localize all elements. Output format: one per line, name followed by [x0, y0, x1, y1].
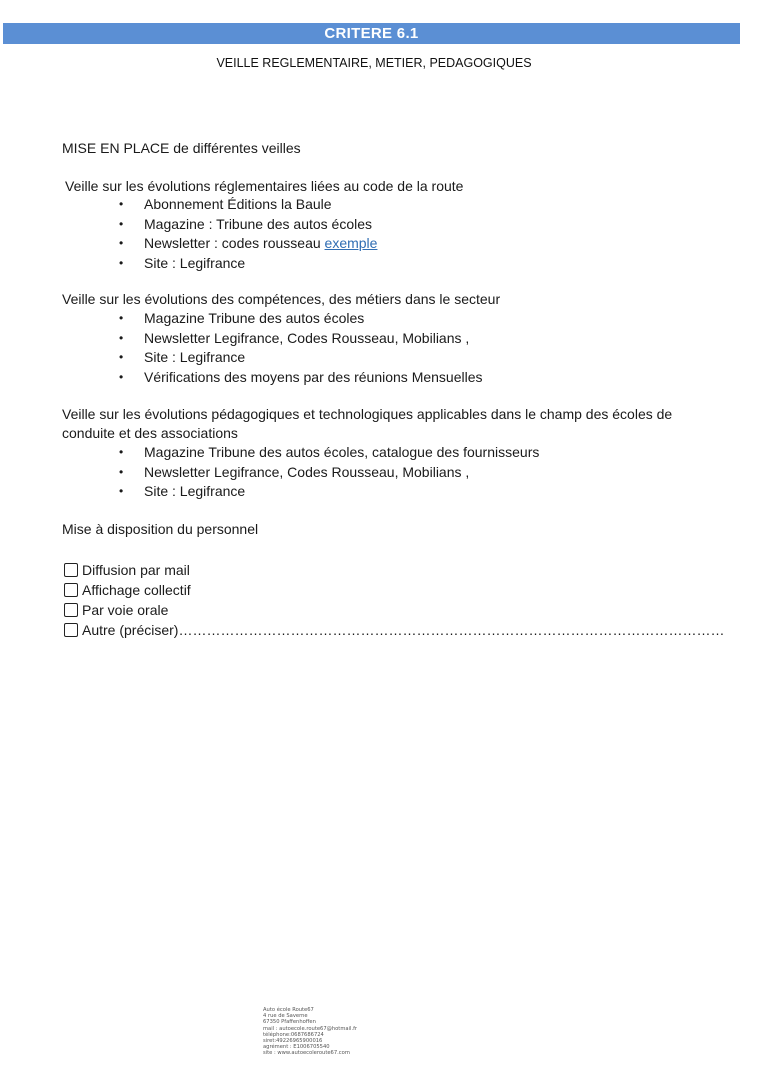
list-item: • Site : Legifrance	[119, 482, 539, 502]
list-item: • Magazine Tribune des autos écoles, catalogue des fournisseurs	[119, 443, 539, 463]
list-item: • Site : Legifrance	[119, 254, 377, 274]
bullet-icon: •	[119, 311, 124, 325]
list-item: • Newsletter Legifrance, Codes Rousseau, Mobilians ,	[119, 463, 539, 483]
footer-company: Auto école Route67	[263, 1007, 314, 1013]
footer-siret: siret:49226965900016	[263, 1038, 323, 1045]
footer-address-block	[263, 1007, 357, 1057]
distribution-options	[64, 560, 724, 640]
bullet-icon: •	[119, 197, 124, 211]
criteria-title: CRITERE 6.1	[324, 25, 419, 42]
footer-agrement: agrément : E1006705540	[263, 1044, 330, 1051]
list-item: • Newsletter Legifrance, Codes Rousseau, Mobilians ,	[119, 329, 483, 349]
checkbox-icon[interactable]	[64, 603, 78, 617]
intro-heading: MISE EN PLACE de différentes veilles	[62, 140, 301, 156]
exemple-link[interactable]: exemple	[324, 235, 378, 251]
bullet-icon: •	[119, 236, 124, 250]
section-1-heading: Veille sur les évolutions réglementaires liées au code de la route	[65, 178, 464, 194]
bullet-icon: •	[119, 350, 124, 364]
footer-city: 67350 Pfaffenhoffen	[263, 1019, 316, 1026]
bullet-icon: •	[119, 216, 124, 231]
checkbox-icon[interactable]	[64, 583, 78, 597]
list-item: • Site : Legifrance	[119, 348, 483, 368]
option-affichage-collectif[interactable]: Affichage collectif	[64, 580, 724, 600]
option-diffusion-mail[interactable]: Diffusion par mail	[64, 560, 724, 580]
criteria-header-bar	[3, 23, 740, 44]
section-2-heading: Veille sur les évolutions des compétences, des métiers dans le secteur	[62, 291, 501, 307]
bullet-icon: •	[119, 255, 124, 270]
list-item: • Magazine Tribune des autos écoles	[119, 309, 483, 329]
checkbox-icon[interactable]	[64, 563, 78, 577]
bullet-icon: •	[119, 369, 124, 384]
bullet-icon: •	[119, 464, 124, 479]
bullet-icon: •	[119, 484, 124, 498]
bullet-icon: •	[119, 445, 124, 459]
document-subtitle: VEILLE REGLEMENTAIRE, METIER, PEDAGOGIQUES	[216, 56, 532, 70]
bullet-icon: •	[119, 330, 124, 345]
footer-phone: téléphone:0687686724	[263, 1031, 324, 1038]
list-item: • Newsletter : codes rousseau exemple	[119, 234, 377, 254]
section-1-list	[119, 195, 377, 273]
section-2-list	[119, 309, 483, 387]
checkbox-icon[interactable]	[64, 623, 78, 637]
option-autre[interactable]: Autre (préciser)………………………………………………………………………………………………………	[64, 620, 724, 640]
section-3-list	[119, 443, 539, 502]
footer-website: site : www.autoecoleroute67.com	[263, 1050, 350, 1057]
option-voie-orale[interactable]: Par voie orale	[64, 600, 724, 620]
footer-street: 4 rue de Saverne	[263, 1013, 308, 1020]
list-item: • Magazine : Tribune des autos écoles	[119, 215, 377, 235]
list-item: • Abonnement Éditions la Baule	[119, 195, 377, 215]
list-item: • Vérifications des moyens par des réunions Mensuelles	[119, 368, 483, 388]
distribution-heading: Mise à disposition du personnel	[62, 521, 259, 537]
section-3-heading-line-2: conduite et des associations	[62, 425, 238, 441]
section-3-heading-line-1: Veille sur les évolutions pédagogiques et technologiques applicables dans le champ des écoles de	[62, 406, 673, 422]
footer-email: mail : autoecole.route67@hotmail.fr	[263, 1025, 358, 1032]
